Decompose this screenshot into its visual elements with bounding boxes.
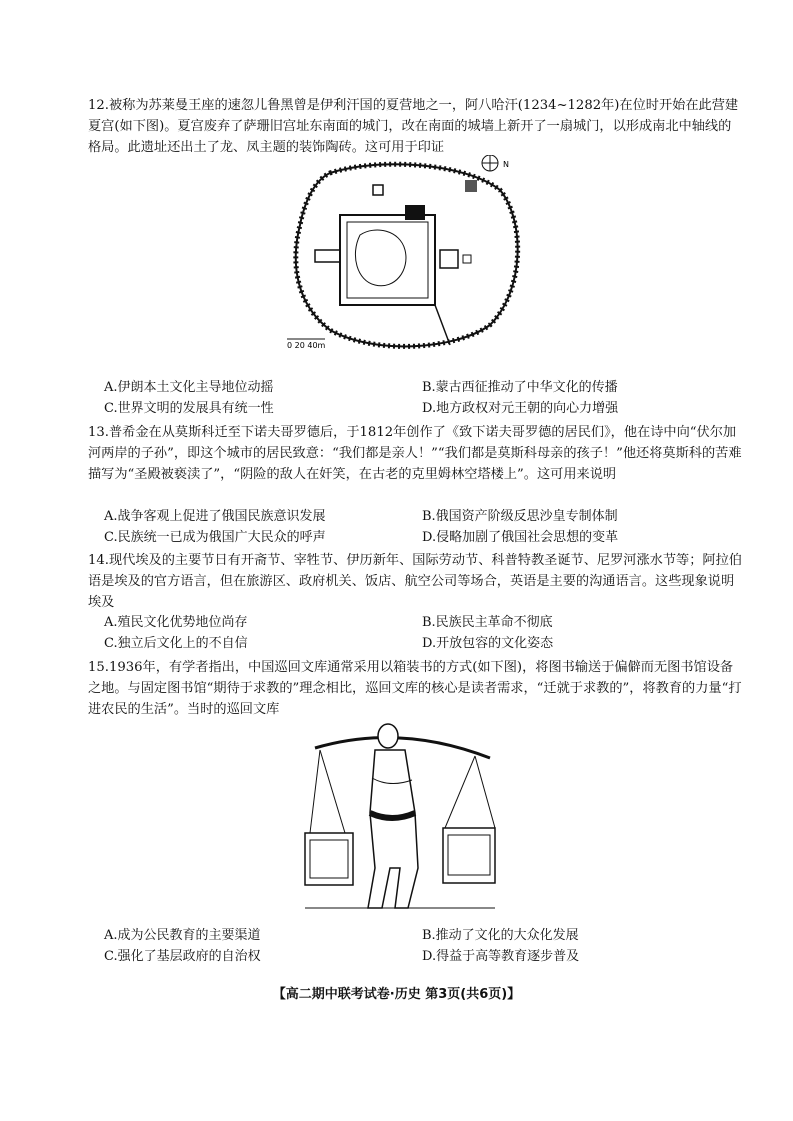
- option-b: B.俄国资产阶级反思沙皇专制体制: [422, 509, 618, 524]
- book-carrier-illustration: [300, 718, 500, 918]
- option-a: A.伊朗本土文化主导地位动摇: [104, 380, 274, 395]
- question-13-options: [104, 506, 704, 548]
- scale-label: 0 20 40m: [287, 341, 326, 350]
- question-15-stem: 15.1936年，有学者指出，中国巡回文库通常采用以箱装书的方式(如下图)，将图书输送于偏僻而无图书馆设备之地。与固定图书馆“期待于求教的”理念相比，巡回文库的核心是读者需求，“迁就于求教的”，将教育的力量“打进农民的生活”。当时的巡回文库: [88, 660, 742, 717]
- option-b: B.推动了文化的大众化发展: [422, 928, 579, 943]
- north-label: N: [503, 160, 509, 169]
- option-b: B.蒙古西征推动了中华文化的传播: [422, 380, 618, 395]
- question-15: [88, 657, 744, 720]
- question-12-stem: 12.被称为苏莱曼王座的速忽儿鲁黑曾是伊利汗国的夏营地之一，阿八哈汗(1234~1282年)在位时开始在此营建夏宫(如下图)。夏宫废弃了萨珊旧宫址东南面的城门，改在南面的城墙上新开了一扇城门，以形成南北中轴线的格局。此遗址还出土了龙、凤主题的装饰陶砖。这可用于印证: [88, 98, 739, 155]
- question-13: [88, 422, 744, 485]
- option-a: A.战争客观上促进了俄国民族意识发展: [104, 509, 326, 524]
- option-a: A.成为公民教育的主要渠道: [104, 928, 261, 943]
- question-13-stem: 13.普希金在从莫斯科迁至下诺夫哥罗德后，于1812年创作了《致下诺夫哥罗德的居民们》，他在诗中向“伏尔加河两岸的子孙”，即这个城市的居民致意：“我们都是亲人！”“我们都是莫斯科母亲的孩子！”他还将莫斯科的苦难描写为“圣殿被亵渎了”，“阴险的敌人在奸笑，在古老的克里姆林空塔楼上”。这可用来说明: [88, 425, 742, 482]
- option-d: D.开放包容的文化姿态: [422, 636, 554, 651]
- option-c: C.独立后文化上的不自信: [104, 636, 248, 651]
- option-c: C.民族统一已成为俄国广大民众的呼声: [104, 530, 326, 545]
- question-15-options: [104, 925, 704, 967]
- question-14-stem: 14.现代埃及的主要节日有开斋节、宰牲节、伊历新年、国际劳动节、科普特教圣诞节、尼罗河涨水节等；阿拉伯语是埃及的官方语言，但在旅游区、政府机关、饭店、航空公司等场合，英语是主要的沟通语言。这些现象说明埃及: [88, 553, 742, 610]
- question-14: [88, 550, 744, 613]
- option-c: C.强化了基层政府的自治权: [104, 949, 261, 964]
- option-d: D.侵略加剧了俄国社会思想的变革: [422, 530, 619, 545]
- page-footer: 【高二期中联考试卷·历史 第3页(共6页)】: [272, 987, 521, 1002]
- palace-site-map: [285, 155, 535, 355]
- question-14-options: [104, 612, 704, 654]
- question-12: [88, 95, 744, 158]
- option-d: D.得益于高等教育逐步普及: [422, 949, 580, 964]
- option-d: D.地方政权对元王朝的向心力增强: [422, 401, 619, 416]
- option-b: B.民族民主革命不彻底: [422, 615, 553, 630]
- option-a: A.殖民文化优势地位尚存: [104, 615, 248, 630]
- option-c: C.世界文明的发展具有统一性: [104, 401, 274, 416]
- question-12-options: [104, 377, 704, 419]
